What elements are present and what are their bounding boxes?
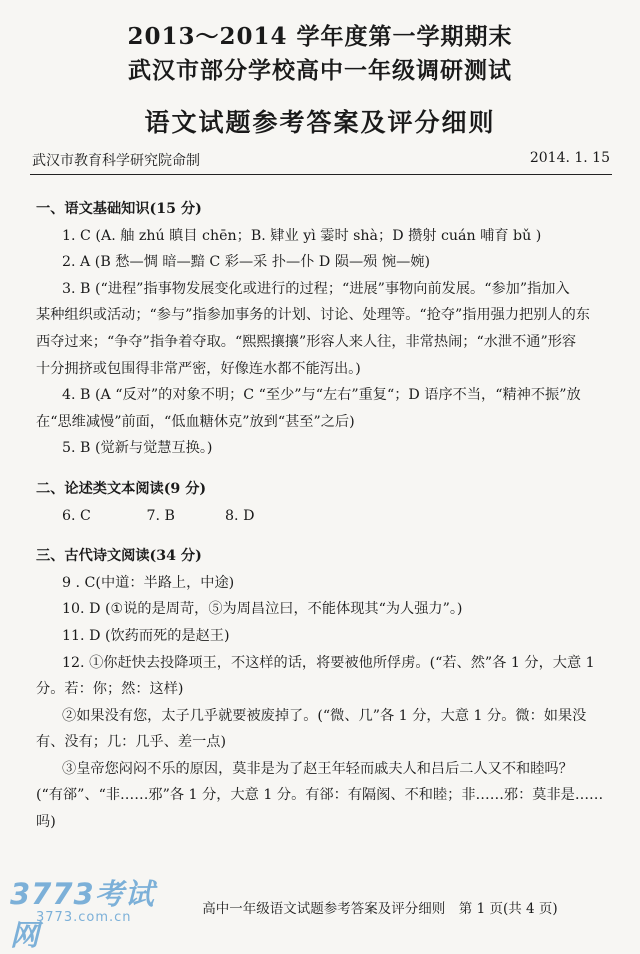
answer-line: 5. B (觉新与觉慧互换。) xyxy=(62,440,213,457)
answer-line: 吗) xyxy=(36,814,56,831)
choice-answer: 7. B xyxy=(146,507,175,524)
answer-line: 分。若：你；然：这样) xyxy=(36,681,184,698)
answer-line: 十分拥挤或包围得非常严密，好像连水都不能泻出。) xyxy=(36,360,361,377)
answer-line: 3. B (“进程”指事物发展变化或进行的过程；“进展”事物向前发展。“参加”指加入 xyxy=(62,280,570,297)
answer-line: (“有郤”、“非……邪”各 1 分，大意 1 分。有郤：有隔阂、不和睦；非……邪：莫非是…… xyxy=(36,787,604,804)
answer-line: ②如果没有您，太子几乎就要被废掉了。(“微、几”各 1 分，大意 1 分。微：如果没 xyxy=(62,707,587,724)
issuer-label: 武汉市教育科学研究院命制 xyxy=(32,153,200,169)
answer-line: 10. D (①说的是周苛，⑤为周昌泣曰，不能体现其“为人强力”。) xyxy=(62,601,463,618)
choice-answer: 6. C xyxy=(62,507,91,524)
answer-line: 在“思维减慢”前面，“低血糖休克”放到“甚至”之后) xyxy=(36,413,355,430)
exam-year-title: 2013～2014 学年度第一学期期末 xyxy=(127,23,513,50)
answer-line: 4. B (A “反对”的对象不明；C “至少”与“左右”重复“；D 语序不当，“精神不振”放 xyxy=(62,387,581,404)
logo-text: 3773考试网 xyxy=(10,877,155,952)
section-gap xyxy=(36,529,608,543)
date-label: 2014. 1. 15 xyxy=(529,150,610,166)
document-title: 语文试题参考答案及评分细则 xyxy=(144,108,496,137)
answer-line: 某种组织或活动；“参与”指参加事务的计划、讨论、处理等。“抢夺”指用强力把别人的东 xyxy=(36,307,590,324)
answer-body xyxy=(36,196,608,836)
answer-line: ③皇帝您闷闷不乐的原因，莫非是为了赵王年轻而戚夫人和吕后二人又不和睦吗？ xyxy=(62,760,573,777)
answer-line: 12. ①你赶快去投降项王，不这样的话，将要被他所俘虏。(“若、然”各 1 分，大意 1 xyxy=(62,654,595,671)
section-heading-1: 一、语文基础知识(15 分) xyxy=(36,201,202,217)
exam-name-title: 武汉市部分学校高中一年级调研测试 xyxy=(128,57,512,84)
section-heading-2: 二、论述类文本阅读(9 分) xyxy=(36,480,207,497)
answer-line: 西夺过来；“争夺”指争着夺取。“熙熙攘攘”形容人来人往，非常热闹；“水泄不通”形容 xyxy=(36,333,577,350)
page-footer: 高中一年级语文试题参考答案及评分细则 第 1 页(共 4 页) xyxy=(202,901,558,917)
answer-line: 2. A (B 愁—惆 暗—黯 C 彩—采 扑—仆 D 陨—殒 惋—婉) xyxy=(62,254,430,271)
section-gap xyxy=(36,462,608,476)
answer-line: 11. D (饮药而死的是赵王) xyxy=(62,627,230,644)
answer-line: 有、没有；几：几乎、差一点) xyxy=(36,734,226,751)
meta-row xyxy=(32,150,610,170)
header-divider xyxy=(30,174,612,175)
site-watermark-logo xyxy=(10,872,160,952)
choice-answer: 8. D xyxy=(225,507,255,524)
answer-line: 9 . C(中道：半路上，中途) xyxy=(62,574,235,591)
choice-answers-row xyxy=(36,503,608,530)
logo-url: 3773.com.cn xyxy=(36,910,132,925)
answer-line: 1. C (A. 舳 zhú 瞋目 chēn；B. 肄业 yì 霎时 shà；D 攒射 cuán 哺育 bǔ ) xyxy=(62,227,542,244)
section-heading-3: 三、古代诗文阅读(34 分) xyxy=(36,548,202,565)
